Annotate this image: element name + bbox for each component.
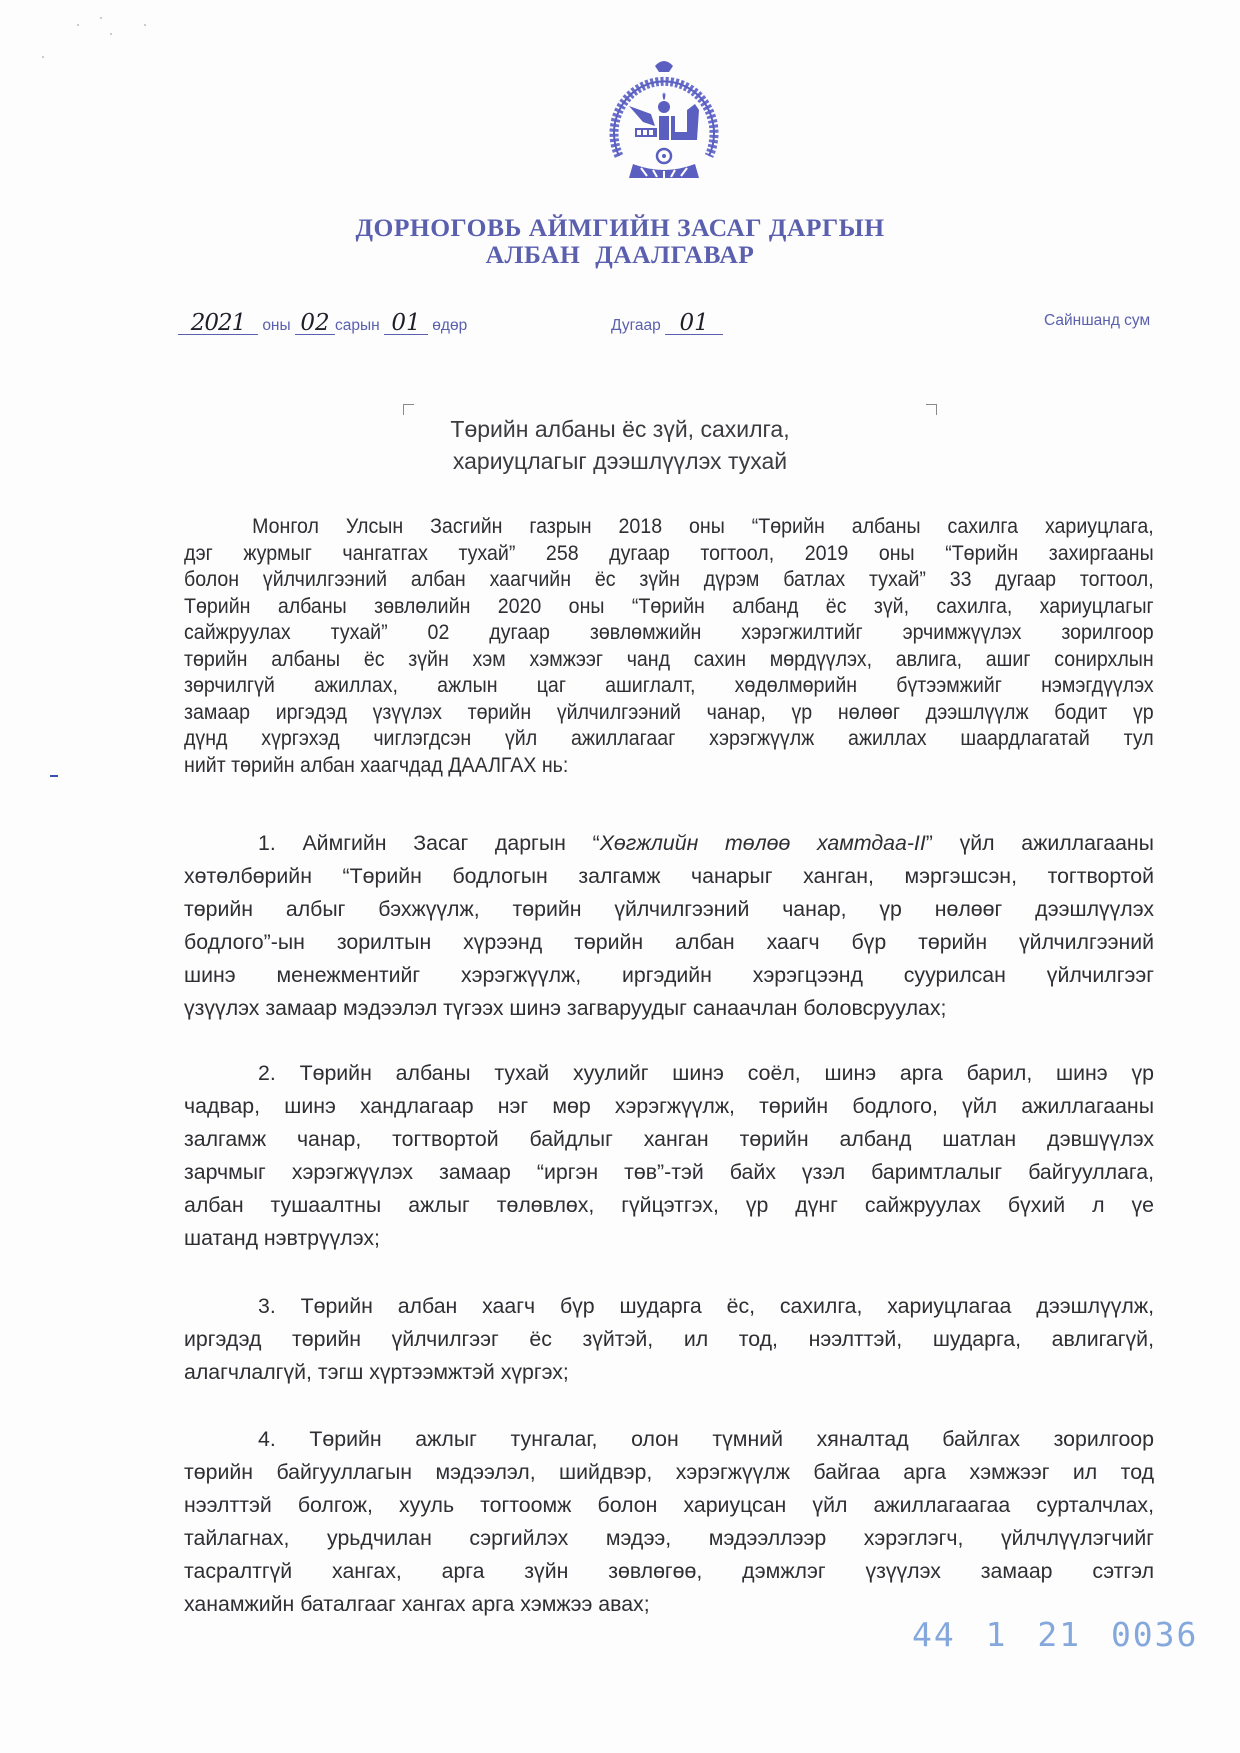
intro-line: Төрийн албаны зөвлөлийн 2020 оны “Төрийн албанд ёс зүй, сахилга, хариуцлагыг <box>184 593 1154 618</box>
item-line: төрийн байгууллагын мэдээлэл, шийдвэр, хэрэгжүүлж байгаа арга хэмжээг ил тод <box>184 1460 1154 1484</box>
intro-line: дэг журмыг чангатгах тухай” 258 дугаар тогтоол, 2019 оны “Төрийн захиргааны <box>184 540 1154 565</box>
item-line: тайлагнах, урьдчилан сэргийлэх мэдээ, мэдээллээр хэрэглэгч, үйлчлүүлэгчийг <box>184 1526 1154 1550</box>
scan-speck <box>42 56 44 58</box>
document-place: Сайншанд сум <box>1044 312 1151 329</box>
item-line: нээлттэй болгож, хууль тогтоомж болон хариуцсан үйл ажиллагаагаа сурталчлах, <box>184 1493 1154 1517</box>
mongolia-state-emblem-icon <box>603 52 725 182</box>
intro-paragraph <box>184 513 1154 778</box>
registration-stamp-number: 44 1 21 0036 <box>912 1615 1199 1654</box>
scan-speck <box>110 33 112 35</box>
item-line: албан тушаалтны ажлыг төлөвлөх, гүйцэтгэх, үр дүнг сайжруулах бүхий л үе <box>184 1193 1154 1217</box>
directive-item-2 <box>184 1057 1154 1255</box>
intro-line: сайжруулах тухай” 02 дугаар зөвлөмжийн хэрэгжилтийг эрчимжүүлэх зорилгоор <box>184 620 1154 644</box>
item-line: төрийн албыг бэхжүүлж, төрийн үйлчилгээний чанар, үр нөлөөг дээшлүүлэх <box>184 897 1154 921</box>
intro-line: зөрчилгүй ажиллах, ажлын цаг ашиглалт, хөдөлмөрийн бүтээмжийг нэмэгдүүлэх <box>184 673 1154 697</box>
intro-line: Монгол Улсын Засгийн газрын 2018 оны “Төрийн албаны сахилга хариуцлага, <box>252 514 1154 538</box>
item-line: шинэ менежментийг хэрэгжүүлж, иргэдийн хэрэгцээнд суурилсан үйлчилгээг <box>184 963 1154 987</box>
date-day-label: өдөр <box>432 317 468 334</box>
intro-line: болон үйлчилгээний албан хаагчийн ёс зүйн дүрэм батлах тухай” 33 дугаар тогтоол, <box>184 567 1154 591</box>
number-label: Дугаар <box>611 317 661 334</box>
date-month-value: 02 <box>295 312 335 335</box>
date-year-label: оны <box>262 317 291 334</box>
item-line: ханамжийн баталгааг хангах арга хэмжээ авах; <box>184 1592 650 1616</box>
intro-line: нийт төрийн албан хаагчдад ДААЛГАХ нь: <box>184 752 569 777</box>
intro-line: дүнд хүргэхэд чиглэгдсэн үйл ажиллагааг хэрэгжүүлж ажиллах шаардлагатай тул <box>184 726 1154 750</box>
item-line: зарчмыг хэрэгжүүлэх замаар “иргэн төв”-тэй байх үзэл баримтлалыг байгууллага, <box>184 1160 1154 1184</box>
item-line: чадвар, шинэ хандлагаар нэг мөр хэрэгжүүлж, төрийн бодлого, үйл ажиллагааны <box>184 1094 1154 1118</box>
directive-item-1 <box>184 827 1154 1025</box>
item-line: бодлого”-ын зорилтын хүрээнд төрийн албан хаагч бүр төрийн үйлчилгээний <box>184 930 1154 954</box>
item-line <box>184 827 1154 860</box>
intro-line: төрийн албаны ёс зүйн хэм хэмжээг чанд сахин мөрдүүлэх, авлига, ашиг сонирхлын <box>184 646 1154 671</box>
item-text: ” үйл ажиллагааны <box>925 831 1154 855</box>
document-date <box>178 312 467 335</box>
directive-item-4 <box>184 1423 1154 1621</box>
directive-item-3 <box>184 1290 1154 1389</box>
organization-title: ДОРНОГОВЬ АЙМГИЙН ЗАСАГ ДАРГЫН <box>355 213 885 242</box>
item-line: иргэдэд төрийн үйлчилгээг ёс зүйтэй, ил тод, нээлттэй, шударга, авлигагүй, <box>184 1327 1154 1351</box>
item-line: 4. Төрийн ажлыг тунгалаг, олон түмний хяналтад байлгах зорилгоор <box>258 1427 1154 1451</box>
scan-speck <box>144 24 146 26</box>
item-line: шатанд нэвтрүүлэх; <box>184 1226 380 1250</box>
margin-pen-mark <box>50 775 58 777</box>
item-text: 1. Аймгийн Засаг даргын “ <box>258 831 600 855</box>
date-day-value: 01 <box>384 312 428 335</box>
document-type-title: АЛБАН ДААЛГАВАР <box>485 240 755 269</box>
item-line: 3. Төрийн албан хаагч бүр шударга ёс, сахилга, хариуцлагаа дээшлүүлж, <box>258 1294 1154 1318</box>
item-line: үзүүлэх замаар мэдээлэл түгээх шинэ загваруудыг санаачлан боловсруулах; <box>184 996 947 1020</box>
item-line: залгамж чанар, тогтвортой байдлыг ханган төрийн албанд шатлан дэвшүүлэх <box>184 1127 1154 1151</box>
item-line: 2. Төрийн албаны тухай хуулийг шинэ соёл, шинэ арга барил, шинэ үр <box>258 1061 1154 1085</box>
scan-speck <box>100 17 102 19</box>
date-year-value: 2021 <box>178 312 258 335</box>
subject-line-1: Төрийн албаны ёс зүй, сахилга, <box>450 416 790 442</box>
subject-line-2: хариуцлагыг дээшлүүлэх тухай <box>452 448 788 474</box>
number-value: 01 <box>665 312 723 335</box>
item-line: хөтөлбөрийн “Төрийн бодлогын залгамж чанарыг ханган, мэргэшсэн, тогтвортой <box>184 864 1154 888</box>
item-line: тасралтгүй хангах, арга зүйн зөвлөгөө, дэмжлэг үзүүлэх замаар сэтгэл <box>184 1559 1154 1583</box>
date-month-label: сарын <box>334 317 380 334</box>
document-number <box>611 312 723 335</box>
program-name: Хөгжлийн төлөө хамтдаа-II <box>599 831 926 855</box>
item-line: алагчлалгүй, тэгш хүртээмжтэй хүргэх; <box>184 1360 569 1384</box>
intro-line: замаар иргэдэд үзүүлэх төрийн үйлчилгээний чанар, үр нөлөөг дээшлүүлж бодит үр <box>184 699 1154 724</box>
scan-speck <box>77 24 79 26</box>
